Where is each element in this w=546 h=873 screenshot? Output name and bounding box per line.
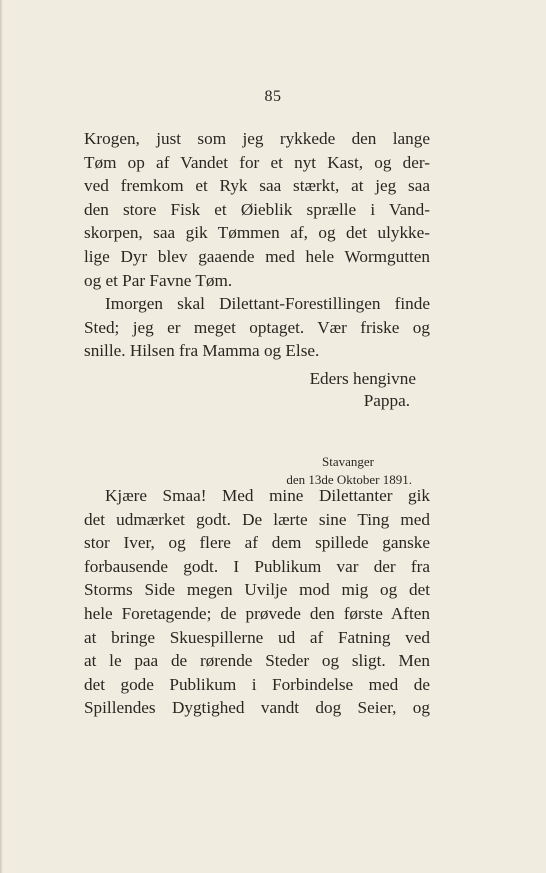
text-line: lige Dyr blev gaaende med hele Wormgutten (84, 246, 430, 266)
text-line: hele Foretagende; de prøvede den første Aften (84, 603, 430, 623)
text-line: at le paa de rørende Steder og sligt. Men (84, 651, 430, 671)
letter-place: Stavanger (322, 454, 374, 469)
page-binding-edge (0, 0, 3, 873)
text-line: Storms Side megen Uvilje mod mig og det (84, 580, 430, 600)
text-line: det gode Publikum i Forbindelse med de (84, 674, 430, 694)
letter-text-bottom (84, 484, 430, 720)
text-line: Tøm op af Vandet for et nyt Kast, og der- (84, 152, 430, 172)
text-line: Sted; jeg er meget optaget. Vær friske og (84, 317, 430, 337)
text-line: snille. Hilsen fra Mamma og Else. (84, 341, 320, 361)
text-line: Spillendes Dygtighed vandt dog Seier, og (84, 698, 430, 718)
text-line: Kjære Smaa! Med mine Dilettanter gik (105, 486, 430, 505)
text-line: den store Fisk et Øieblik sprælle i Vand- (84, 199, 430, 219)
text-line: skorpen, saa gik Tømmen af, og det ulykke- (84, 223, 430, 243)
text-line: Krogen, just som jeg rykkede den lange (84, 129, 430, 148)
closing-salutation: Eders hengivne (309, 369, 416, 388)
letter-text-top (84, 127, 430, 363)
letter-date: den 13de Oktober 1891. (286, 472, 412, 487)
page-number: 85 (264, 88, 282, 105)
text-line: forbausende godt. I Publikum var der fra (84, 556, 430, 576)
text-line: stor Iver, og flere af dem spillede ganske (84, 533, 430, 553)
text-line: at bringe Skuespillerne ud af Fatning ved (84, 627, 430, 647)
text-line: og et Par Favne Tøm. (84, 270, 233, 290)
text-line: Imorgen skal Dilettant-Forestillingen finde (105, 294, 430, 314)
signature: Pappa. (363, 391, 410, 410)
text-line: det udmærket godt. De lærte sine Ting med (84, 509, 430, 529)
text-line: ved fremkom et Ryk saa stærkt, at jeg saa (84, 176, 430, 196)
